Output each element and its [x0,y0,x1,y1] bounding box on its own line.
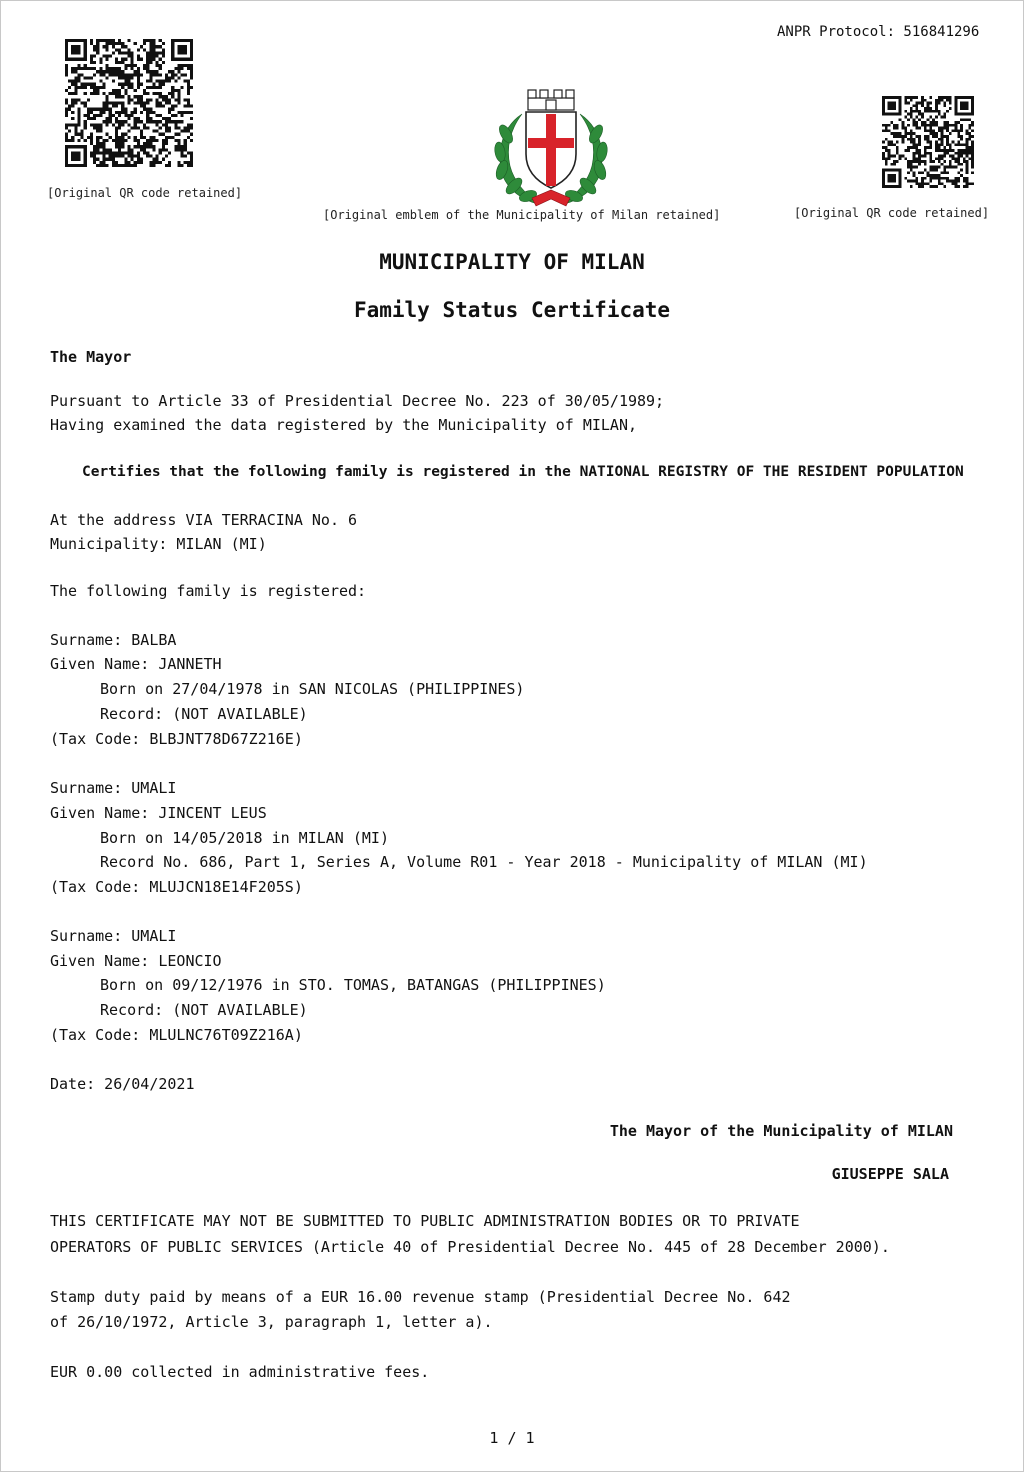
municipality-line: Municipality: MILAN (MI) [50,535,267,553]
page-title: MUNICIPALITY OF MILAN [379,250,645,274]
member-record: Record: (NOT AVAILABLE) [100,705,308,723]
family-intro: The following family is registered: [50,582,367,600]
certificate-subtitle: Family Status Certificate [353,298,671,322]
notice-line: OPERATORS OF PUBLIC SERVICES (Article 40 of Presidential Decree No. 445 of 28 December 2000). [50,1238,890,1256]
member-tax-code: (Tax Code: MLUJCN18E14F205S) [50,878,303,896]
member-tax-code: (Tax Code: BLBJNT78D67Z216E) [50,730,303,748]
certifies-statement: Certifies that the following family is registered in the NATIONAL REGISTRY OF THE RESIDENT POPULATION [82,464,964,480]
notice-line: THIS CERTIFICATE MAY NOT BE SUBMITTED TO PUBLIC ADMINISTRATION BODIES OR TO PRIVATE [50,1212,800,1230]
member-surname: Surname: UMALI [50,779,177,797]
stamp-duty-line: of 26/10/1972, Article 3, paragraph 1, letter a). [50,1313,493,1331]
member-born: Born on 27/04/1978 in SAN NICOLAS (PHILIPPINES) [100,680,525,698]
qr-code-icon [65,39,193,167]
anpr-protocol: ANPR Protocol: 516841296 [777,24,980,40]
member-surname: Surname: BALBA [50,631,177,649]
preamble-line: Pursuant to Article 33 of Presidential Decree No. 223 of 30/05/1989; [50,392,665,410]
emblem-caption: [Original emblem of the Municipality of Milan retained] [323,208,721,222]
preamble-line: Having examined the data registered by the Municipality of MILAN, [50,416,637,434]
page-number: 1 / 1 [489,1429,535,1447]
member-born: Born on 09/12/1976 in STO. TOMAS, BATANGAS (PHILIPPINES) [100,976,606,994]
qr-left-caption: [Original QR code retained] [47,186,243,200]
qr-code-icon [882,96,974,188]
member-given-name: Given Name: JANNETH [50,655,222,673]
certificate-date: Date: 26/04/2021 [50,1075,195,1093]
fees-line: EUR 0.00 collected in administrative fees. [50,1363,430,1381]
signature-name: GIUSEPPE SALA [831,1165,949,1183]
mayor-heading: The Mayor [50,348,132,366]
qr-right-caption: [Original QR code retained] [794,206,990,220]
member-tax-code: (Tax Code: MLULNC76T09Z216A) [50,1026,303,1044]
member-surname: Surname: UMALI [50,927,177,945]
stamp-duty-line: Stamp duty paid by means of a EUR 16.00 revenue stamp (Presidential Decree No. 642 [50,1288,791,1306]
member-given-name: Given Name: LEONCIO [50,952,222,970]
signature-title: The Mayor of the Municipality of MILAN [609,1122,953,1140]
member-born: Born on 14/05/2018 in MILAN (MI) [100,829,389,847]
member-given-name: Given Name: JINCENT LEUS [50,804,267,822]
member-record: Record: (NOT AVAILABLE) [100,1001,308,1019]
member-record: Record No. 686, Part 1, Series A, Volume R01 - Year 2018 - Municipality of MILAN (MI) [100,853,868,871]
address-line: At the address VIA TERRACINA No. 6 [50,511,358,529]
